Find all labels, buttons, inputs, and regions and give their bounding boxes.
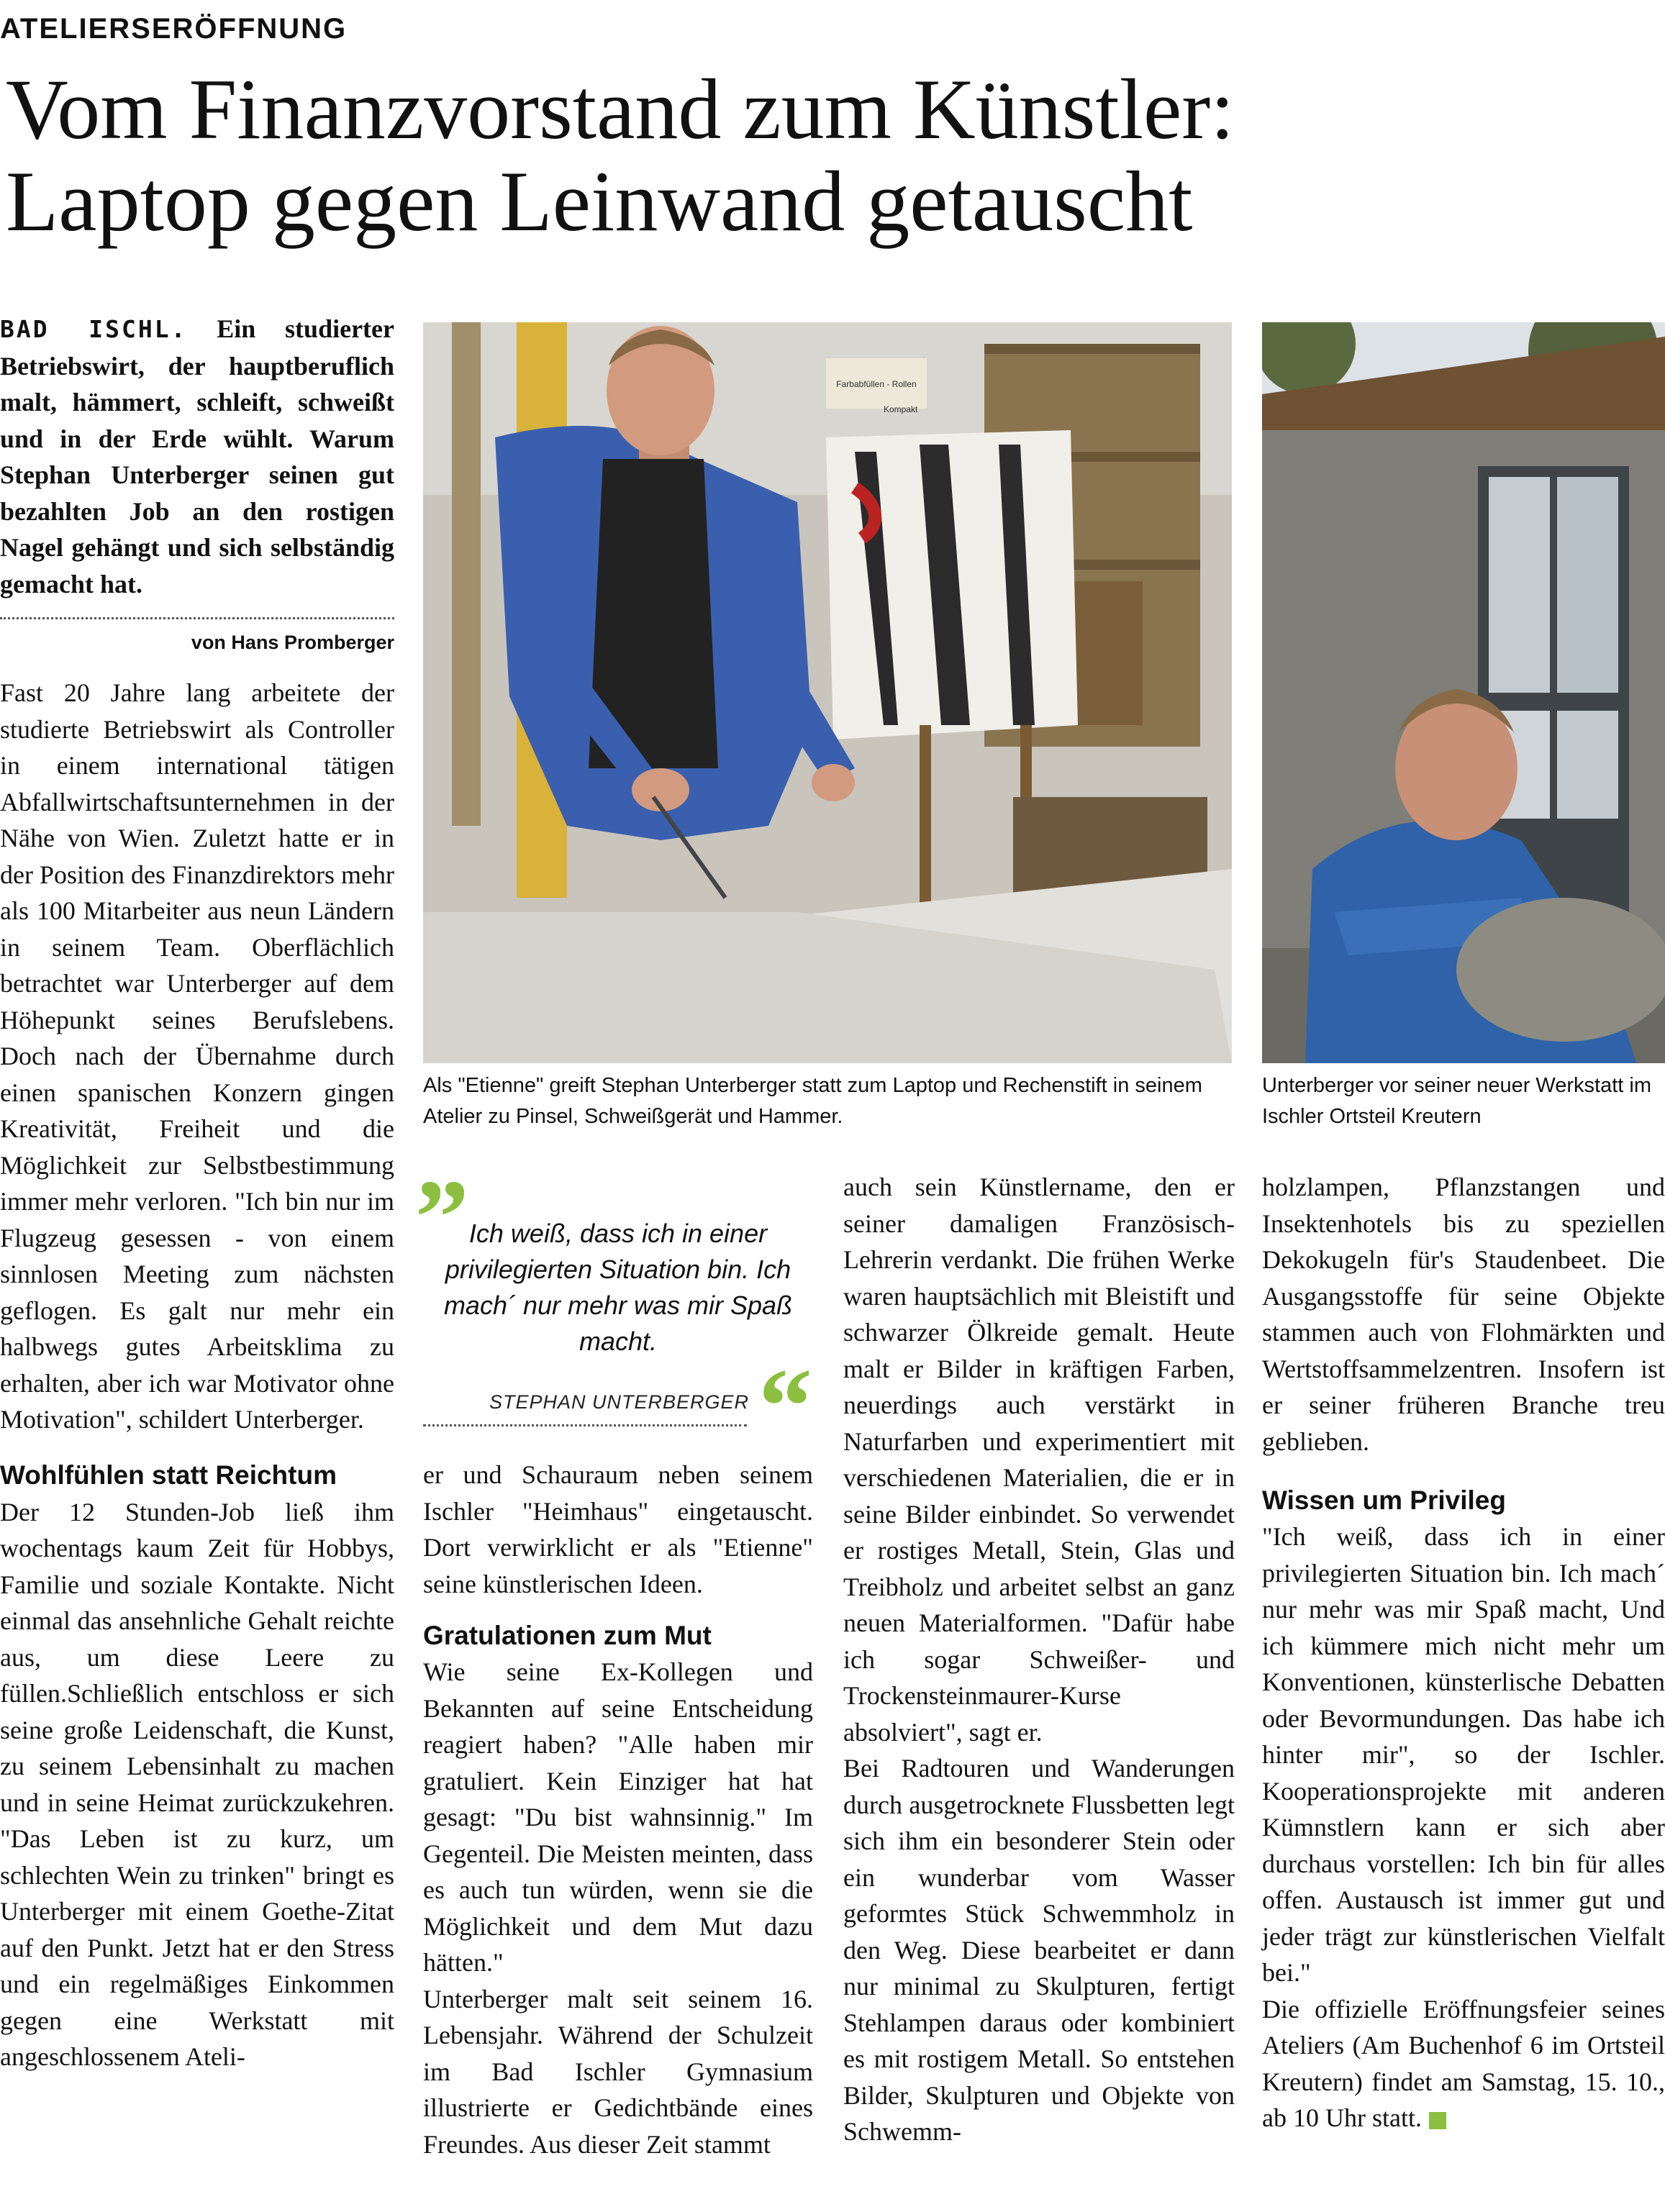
col2-subhead: Gratulationen zum Mut bbox=[423, 1621, 712, 1650]
headline-line-1: Vom Finanzvorstand zum Künstler: bbox=[6, 61, 1235, 157]
col4-paragraph-2: "Ich weiß, dass ich in einer privilegierten Situation bin. Ich mach´ nur mehr was mir Spaß macht, Und ich kümmere mich nicht mehr um Konventionen, künsterlische Debatten oder Bevormundungen. Das habe ich hinter mir", so der Ischler. Kooperationsprojekte mit anderen Kümnstlern kann er sich aber durchaus vorstellen: Ich bin für alles offen. Austausch ist immer gut und jeder trägt zur künstlerischen Vielfalt bei." bbox=[1262, 1522, 1665, 1987]
lead-divider bbox=[0, 617, 394, 619]
col1-subhead: Wohlfühlen statt Reichtum bbox=[0, 1460, 337, 1490]
col4-paragraph-1: holzlampen, Pflanzstangen und Insektenhotels bis zu speziellen Dekokugeln für's Staudenbeet. Die Ausgangsstoffe für seine Objekte stammen auch von Flohmärkten und Wertstoffsammelzentren. Insofern ist er seiner früheren Branche treu geblieben. bbox=[1262, 1173, 1665, 1456]
pullquote-divider bbox=[423, 1424, 747, 1426]
col2-paragraph-1: er und Schauraum neben seinem Ischler "Heimhaus" eingetauscht. Dort verwirklicht er als "Etienne" seine künstlerischen Ideen. bbox=[423, 1460, 813, 1598]
end-of-article-marker bbox=[1429, 2112, 1446, 2129]
shelf-sign-1: Farbabfüllen - Rollen bbox=[836, 379, 917, 389]
side-photo bbox=[1262, 322, 1665, 1063]
col1-paragraph-2: Der 12 Stunden-Job ließ ihm wochentags kaum Zeit für Hobbys, Familie und soziale Kontakte. Nicht einmal das ansehnliche Gehalt reichte aus, um diese Leere zu füllen.Schließlich entschloss er sich seine große Leidenschaft, die Kunst, zu seinem Lebensinhalt zu machen und in seine Heimat zurückzukehren. "Das Leben ist zu kurz, um schlechten Wein zu trinken" bringt es Unterberger mit einem Goethe-Zitat auf den Punkt. Jetzt hat er den Stress und ein regelmäßiges Einkommen gegen eine Werkstatt mit angeschlossenem Ateli- bbox=[0, 1497, 394, 2071]
headline bbox=[6, 63, 1661, 247]
quote-close-mark: “ bbox=[758, 1347, 812, 1466]
col4-paragraph-3 bbox=[1262, 1991, 1665, 2136]
main-photo bbox=[423, 322, 1232, 1063]
pullquote-attribution: STEPHAN UNTERBERGER bbox=[489, 1391, 750, 1413]
column-2 bbox=[423, 1457, 813, 2162]
lead-paragraph bbox=[0, 311, 394, 602]
col2-paragraph-3: Unterberger malt seit seinem 16. Lebensjahr. Während der Schulzeit im Bad Ischler Gymnasium illustrierte er Gedichtbände eines Freundes. Aus dieser Zeit stammt bbox=[423, 1984, 813, 2159]
main-photo-caption: Als "Etienne" greift Stephan Unterberger statt zum Laptop und Rechenstift in seinem Atelier zu Pinsel, Schweißgerät und Hammer. bbox=[423, 1074, 1202, 1128]
col3-paragraph-2: Bei Radtouren und Wanderungen durch ausgetrocknete Flussbetten legt sich ihm ein besonderer Stein oder ein wunderbar vom Wasser geformtes Stück Schwemmholz in den Weg. Diese bearbeitet er dann nur minimal zu Skulpturen, fertigt Stehlampen daraus oder kombiniert es mit rostigem Metall. So entstehen Bilder, Skulpturen und Objekte von Schwemm- bbox=[843, 1754, 1235, 2146]
column-4 bbox=[1262, 1169, 1665, 2136]
pullquote-text: Ich weiß, dass ich in einer privilegierten Situation bin. Ich mach´ nur mehr was mir Spaß macht. bbox=[443, 1219, 793, 1356]
column-1 bbox=[0, 675, 394, 2075]
headline-line-2: Laptop gegen Leinwand getauscht bbox=[6, 153, 1193, 249]
kicker: ATELIERSERÖFFNUNG bbox=[0, 13, 348, 45]
byline: von Hans Promberger bbox=[191, 632, 394, 653]
quote-open-mark: „ bbox=[416, 1102, 470, 1221]
col1-paragraph-1: Fast 20 Jahre lang arbeitete der studierte Betriebswirt als Controller in einem international tätigen Abfallwirtschaftsunternehmen in der Nähe von Wien. Zuletzt hatte er in der Position des Finanzdirektors mehr als 100 Mitarbeiter aus neun Ländern in seinem Team. Oberflächlich betrachtet war Unterberger auf dem Höhepunkt seines Berufslebens. Doch nach der Übernahme durch einen spanischen Konzern gingen Kreativität, Freiheit und die Möglichkeit zur Selbstbestimmung immer mehr verloren. "Ich bin nur im Flugzeug gesessen - von einem sinnlosen Meeting zum nächsten geflogen. Es galt nur mehr ein halbwegs gutes Arbeitsklima zu erhalten, aber ich war Motivator ohne Motivation", schildert Unterberger. bbox=[0, 678, 394, 1434]
lead-location: BAD ISCHL. bbox=[0, 315, 188, 343]
col3-paragraph-1: auch sein Künstlername, den er seiner damaligen Französisch-Lehrerin verdankt. Die frühen Werke waren hauptsächlich mit Bleistift und schwarzer Ölkreide gemalt. Heute malt er Bilder in kräftigen Farben, neuerdings auch verstärkt in Naturfarben und experimentiert mit verschiedenen Materialien, die er in seine Bilder einbindet. So verwendet er rostiges Metall, Stein, Glas und Treibholz und arbeitet selbst an ganz neuen Materialformen. "Dafür habe ich sogar Schweißer- und Trockensteinmaurer-Kurse absolviert", sagt er. bbox=[843, 1173, 1235, 1747]
shelf-sign-2: Kompakt bbox=[884, 404, 918, 414]
col2-paragraph-2: Wie seine Ex-Kollegen und Bekannten auf seine Entscheidung reagiert haben? "Alle haben mir gratuliert. Kein Einziger hat hat gesagt: "Du bist wahnsinnig." Im Gegenteil. Die Meisten meinten, dass es auch tun würden, wenn sie die Möglichkeit und dem Mut dazu hätten." bbox=[423, 1657, 813, 1977]
side-photo-caption: Unterberger vor seiner neuer Werkstatt im Ischler Ortsteil Kreutern bbox=[1262, 1074, 1652, 1128]
col4-closing-text: Die offizielle Eröffnungsfeier seines Ateliers (Am Buchenhof 6 im Ortsteil Kreutern) findet am Samstag, 15. 10., ab 10 Uhr statt. bbox=[1262, 1994, 1665, 2132]
col4-subhead: Wissen um Privileg bbox=[1262, 1485, 1506, 1515]
lead-text: Ein studierter Betriebswirt, der hauptberuflich malt, hämmert, schleift, schweißt und in der Erde wühlt. Warum Stephan Unterberger seinen gut bezahlten Job an den rostigen Nagel gehängt und sich selbständig gemacht hat. bbox=[0, 314, 394, 598]
column-3 bbox=[843, 1169, 1235, 2150]
